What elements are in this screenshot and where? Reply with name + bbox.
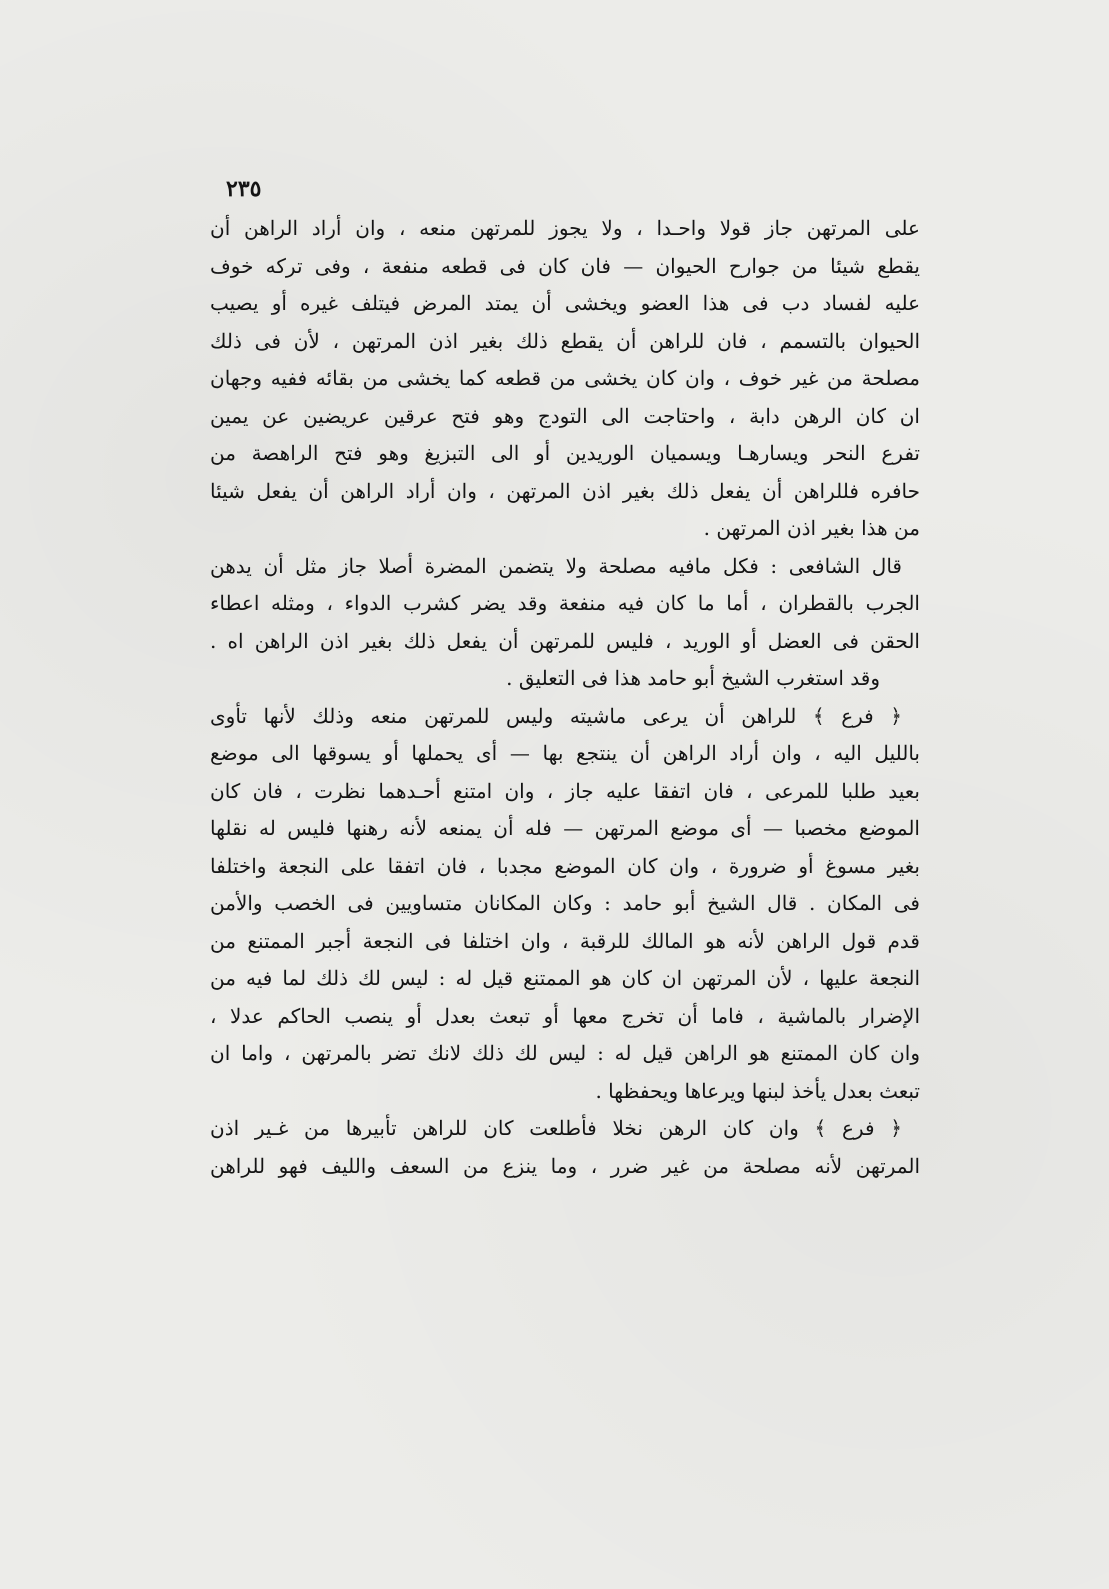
text-line: ﴿ فرع ﴾ وان كان الرهن نخلا فأطلعت كان للراهن تأبيرها من غـير اذن	[210, 1116, 902, 1140]
text-line: قال الشافعى : فكل مافيه مصلحة ولا يتضمن المضرة أصلا جاز مثل أن يدهن	[210, 553, 902, 578]
text-line: قدم قول الراهن لأنه هو المالك للرقبة ، وان اختلفا فى النجعة أجبر الممتنع من	[210, 928, 920, 953]
page-number: ٢٣٥	[226, 176, 262, 202]
text-line: وان كان الممتنع هو الراهن قيل له : ليس لك ذلك لانك تضر بالمرتهن ، واما ان	[210, 1041, 920, 1065]
text-line: فى المكان . قال الشيخ أبو حامد : وكان المكانان متساويين فى الخصب والأمن	[210, 891, 920, 915]
text-line: ﴿ فرع ﴾ للراهن أن يرعى ماشيته وليس للمرتهن منعه وذلك لأنها تأوى	[210, 703, 902, 728]
text-line: تفرع النحر ويسارهـا ويسميان الوريدين أو الى التبزيغ وهو فتح الراهصة من	[210, 441, 920, 465]
text-line: تبعث بعدل يأخذ لبنها ويرعاها ويحفظها .	[595, 1078, 920, 1103]
text-line: الحقن فى العضل أو الوريد ، فليس للمرتهن أن يفعل ذلك بغير اذن الراهن اه .	[210, 628, 920, 653]
text-line: المرتهن لأنه مصلحة من غير ضرر ، وما ينزع من السعف والليف فهو للراهن	[210, 1153, 920, 1178]
text-line: حافره فللراهن أن يفعل ذلك بغير اذن المرتهن ، وان أراد الراهن أن يفعل شيئا	[210, 478, 920, 503]
text-line: الجرب بالقطران ، أما ما كان فيه منفعة وقد يضر كشرب الدواء ، ومثله اعطاء	[210, 591, 920, 615]
text-line: النجعة عليها ، لأن المرتهن ان كان هو الممتنع قيل له : ليس لك ذلك لما فيه من	[210, 966, 920, 990]
text-line: على المرتهن جاز قولا واحـدا ، ولا يجوز للمرتهن منعه ، وان أراد الراهن أن	[210, 216, 920, 240]
text-line: مصلحة من غير خوف ، وان كان يخشى من قطعه كما يخشى من بقائه ففيه وجهان	[210, 366, 920, 390]
text-line: عليه لفساد دب فى هذا العضو ويخشى أن يمتد المرض فيتلف غيره أو يصيب	[210, 291, 920, 315]
text-line: وقد استغرب الشيخ أبو حامد هذا فى التعليق .	[506, 666, 880, 690]
text-line: بغير مسوغ أو ضرورة ، وان كان الموضع مجدبا ، فان اتفقا على النجعة واختلفا	[210, 853, 920, 878]
text-line: الحيوان بالتسمم ، فان للراهن أن يقطع ذلك بغير اذن المرتهن ، لأن فى ذلك	[210, 328, 920, 353]
text-line: الإضرار بالماشية ، فاما أن تخرج معها أو تبعث بعدل أو ينصب الحاكم عدلا ،	[210, 1003, 920, 1028]
text-line: يقطع شيئا من جوارح الحيوان — فان كان فى قطعه منفعة ، وفى تركه خوف	[210, 253, 920, 278]
text-line: من هذا بغير اذن المرتهن .	[703, 516, 920, 540]
text-line: بالليل اليه ، وان أراد الراهن أن ينتجع بها — أى يحملها أو يسوقها الى موضع	[210, 741, 920, 765]
text-line: ان كان الرهن دابة ، واحتاجت الى التودج وهو فتح عرقين عريضين عن يمين	[210, 403, 920, 428]
body-text	[210, 210, 920, 1185]
text-line: بعيد طلبا للمرعى ، فان اتفقا عليه جاز ، وان امتنع أحـدهما نظرت ، فان كان	[210, 778, 920, 803]
text-line: الموضع مخصبا — أى موضع المرتهن — فله أن يمنعه لأنه رهنها فليس له نقلها	[210, 816, 920, 840]
